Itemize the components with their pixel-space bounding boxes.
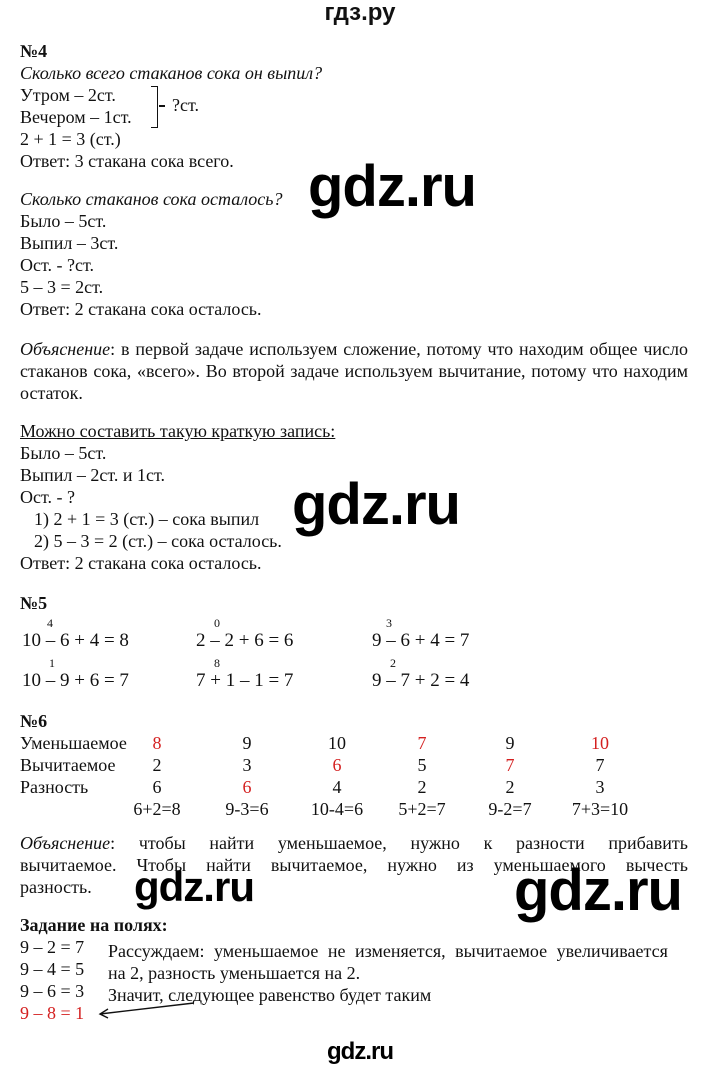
subtrahend-cell: 7 [505, 755, 515, 775]
arrow-left-icon [96, 1000, 196, 1024]
minuend-cell: 9 [242, 733, 252, 753]
minuend-cell: 8 [152, 733, 162, 753]
short-was: Было – 5ст. [20, 443, 107, 463]
difference-cell: 6 [152, 777, 162, 797]
expression: 9 – 6 + 4 = 7 [372, 630, 470, 651]
task4-question2: Сколько стаканов сока осталось? [20, 189, 283, 209]
check-cell: 9-3=6 [225, 799, 269, 819]
task4-left: Ост. - ?ст. [20, 255, 94, 275]
subtrahend-cell: 3 [242, 755, 252, 775]
expression: 10 – 9 + 6 = 7 [22, 670, 129, 691]
brace-icon [151, 86, 158, 128]
hint: 4 [47, 616, 53, 630]
subtrahend-cell: 5 [417, 755, 427, 775]
task4-answer1: Ответ: 3 стакана сока всего. [20, 151, 234, 171]
row-label-minuend: Уменьшаемое [20, 733, 127, 753]
step2: 2) 5 – 3 = 2 (ст.) – сока осталось. [34, 531, 282, 551]
task4-morning: Утром – 2ст. [20, 85, 116, 105]
reasoning-line3: Значит, следующее равенство будет таким [108, 985, 432, 1005]
task4-answer3: Ответ: 2 стакана сока осталось. [20, 553, 262, 573]
expression: 2 – 2 + 6 = 6 [196, 630, 294, 651]
explanation-text: : чтобы найти уменьшаемое, нужно к разности прибавить вычитаемое. Чтобы найти вычитаемое, нужно из уменьшаемого вычесть разность. [20, 833, 688, 897]
subtrahend-cell: 6 [332, 755, 342, 775]
hint: 0 [214, 616, 220, 630]
explanation-text: : в первой задаче используем сложение, потому что находим общее число стаканов сока, «всего». Во второй задаче используем вычитание, потому что находим остаток. [20, 339, 688, 403]
difference-cell: 3 [595, 777, 605, 797]
margin-equation: 9 – 4 = 5 [20, 959, 85, 979]
short-left: Ост. - ? [20, 487, 75, 507]
row-label-difference: Разность [20, 777, 89, 797]
explanation-label: Объяснение [20, 339, 111, 359]
check-cell: 10-4=6 [310, 799, 364, 819]
task4-question1: Сколько всего стаканов сока он выпил? [20, 63, 323, 83]
site-header: гдз.ру [324, 0, 396, 26]
minuend-cell: 9 [505, 733, 515, 753]
task4-drank: Выпил – 3ст. [20, 233, 119, 253]
watermark: gdz.ru [514, 858, 682, 923]
brace-tick-icon [159, 105, 165, 107]
hint: 8 [214, 656, 220, 670]
explanation-label: Объяснение [20, 833, 111, 853]
row-label-subtrahend: Вычитаемое [20, 755, 116, 775]
task6-number: №6 [20, 711, 48, 731]
hint: 2 [390, 656, 396, 670]
check-cell: 6+2=8 [133, 799, 181, 819]
watermark: gdz.ru [292, 472, 460, 537]
subtrahend-cell: 7 [595, 755, 605, 775]
task4-number: №4 [20, 41, 48, 61]
subtrahend-cell: 2 [152, 755, 162, 775]
task4-calc2: 5 – 3 = 2ст. [20, 277, 104, 297]
hint: 3 [386, 616, 392, 630]
minuend-cell: 10 [328, 733, 346, 753]
expression: 7 + 1 – 1 = 7 [196, 670, 294, 691]
watermark: gdz.ru [308, 154, 476, 219]
margin-equation: 9 – 2 = 7 [20, 937, 85, 957]
check-cell: 9-2=7 [488, 799, 532, 819]
difference-cell: 2 [417, 777, 427, 797]
difference-cell: 2 [505, 777, 515, 797]
watermark: gdz.ru [134, 863, 254, 910]
footer-watermark: gdz.ru [327, 1038, 393, 1065]
margin-task-title: Задание на полях: [20, 915, 168, 935]
check-cell: 7+3=10 [571, 799, 629, 819]
task4-explanation [20, 338, 688, 404]
short-drank: Выпил – 2ст. и 1ст. [20, 465, 165, 485]
bracket-label: ?ст. [172, 95, 199, 115]
task4-was: Было – 5ст. [20, 211, 107, 231]
task4-evening: Вечером – 1ст. [20, 107, 132, 127]
margin-equation: 9 – 6 = 3 [20, 981, 85, 1001]
check-cell: 5+2=7 [398, 799, 446, 819]
step1: 1) 2 + 1 = 3 (ст.) – сока выпил [34, 509, 260, 529]
difference-cell: 4 [332, 777, 342, 797]
short-note-title: Можно составить такую краткую запись: [20, 421, 336, 441]
minuend-cell: 10 [591, 733, 609, 753]
expression: 9 – 7 + 2 = 4 [372, 670, 470, 691]
reasoning-line2: на 2, разность уменьшается на 2. [108, 963, 361, 983]
minuend-cell: 7 [417, 733, 427, 753]
task4-answer2: Ответ: 2 стакана сока осталось. [20, 299, 262, 319]
hint: 1 [49, 656, 55, 670]
task4-calc1: 2 + 1 = 3 (ст.) [20, 129, 121, 149]
expression: 10 – 6 + 4 = 8 [22, 630, 129, 651]
margin-equation-answer: 9 – 8 = 1 [20, 1003, 85, 1023]
reasoning-line1: Рассуждаем: уменьшаемое не изменяется, вычитаемое увеличивается [108, 941, 668, 961]
task5-number: №5 [20, 593, 48, 613]
difference-cell: 6 [242, 777, 252, 797]
